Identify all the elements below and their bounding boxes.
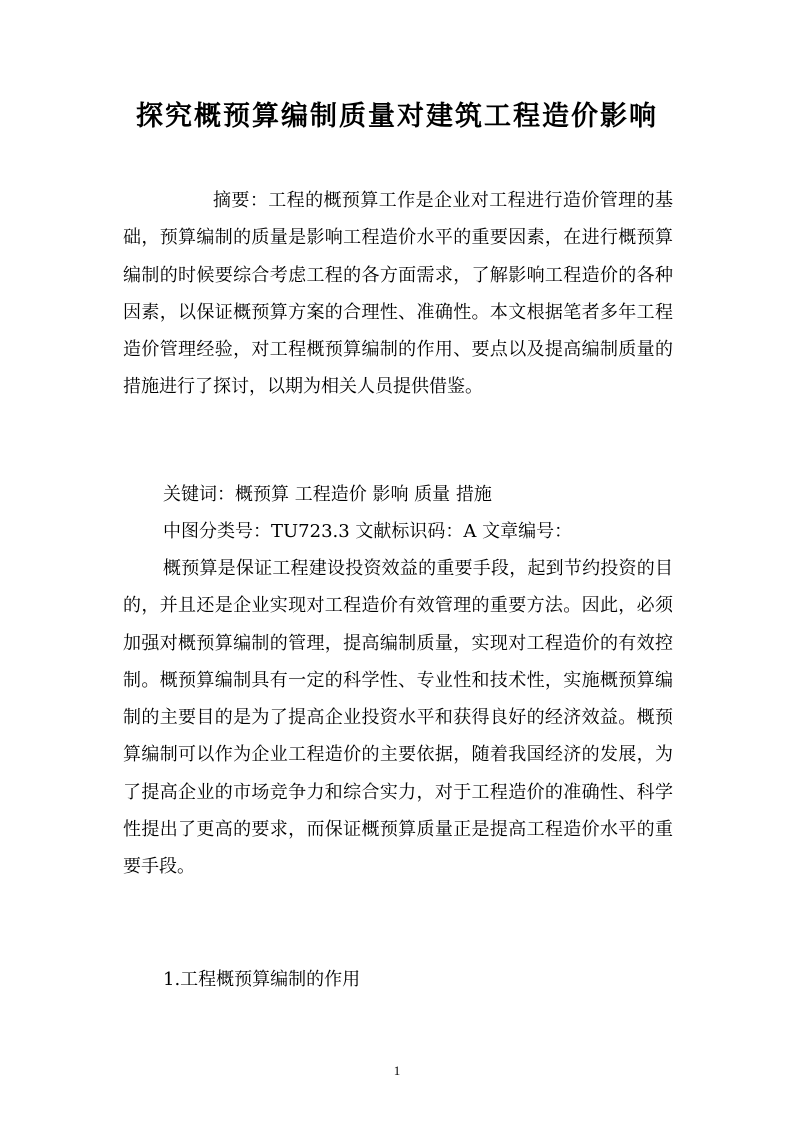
document-title: 探究概预算编制质量对建筑工程造价影响: [136, 101, 658, 132]
section-heading: 1.工程概预算编制的作用: [163, 969, 361, 990]
page-number: 1: [393, 1063, 401, 1078]
classification-line: 中图分类号：TU723.3 文献标识码：A 文章编号：: [163, 521, 573, 542]
keywords-line: 关键词：概预算 工程造价 影响 质量 措施: [163, 484, 492, 505]
intro-paragraph: 概预算是保证工程建设投资效益的重要手段，起到节约投资的目的，并且还是企业实现对工程造价有效管理的重要方法。因此，必须加强对概预算编制的管理，提高编制质量，实现对工程造价的有效控制。概预算编制具有一定的科学性、专业性和技术性，实施概预算编制的主要目的是为了提高企业投资水平和获得良好的经济效益。概预算编制可以作为企业工程造价的主要依据，随着我国经济的发展，为了提高企业的市场竞争力和综合实力，对于工程造价的准确性、科学性提出了更高的要求，而保证概预算质量正是提高工程造价水平的重要手段。: [123, 558, 673, 878]
abstract-paragraph: 摘要：工程的概预算工作是企业对工程进行造价管理的基础，预算编制的质量是影响工程造价水平的重要因素，在进行概预算编制的时候要综合考虑工程的各方面需求，了解影响工程造价的各种因素，以保证概预算方案的合理性、准确性。本文根据笔者多年工程造价管理经验，对工程概预算编制的作用、要点以及提高编制质量的措施进行了探讨，以期为相关人员提供借鉴。: [123, 190, 673, 398]
